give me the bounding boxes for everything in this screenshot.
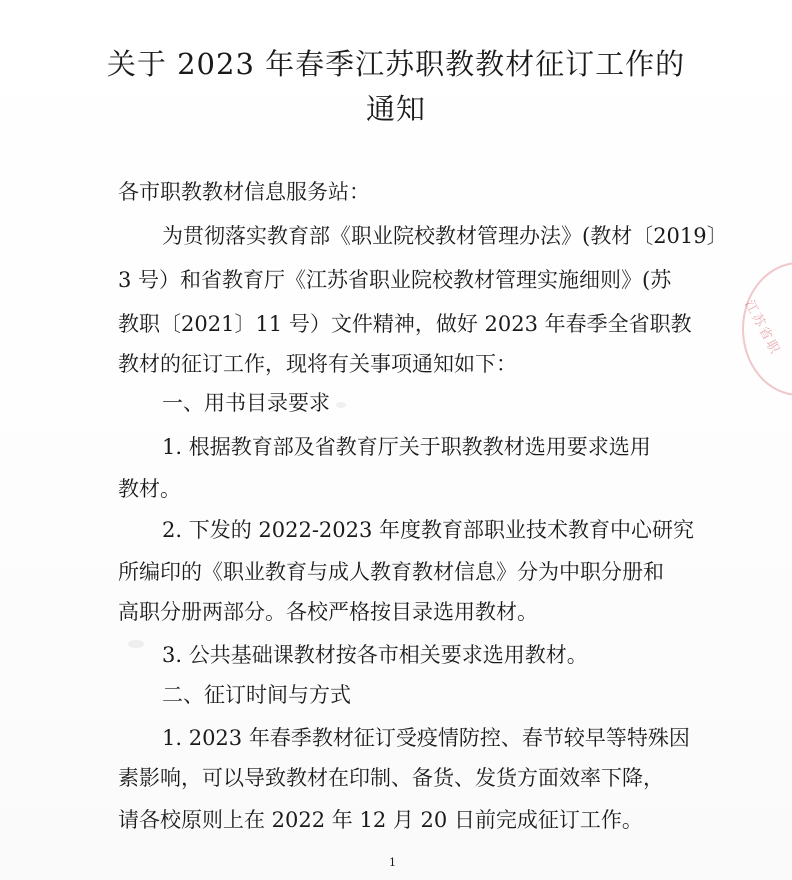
body-line: 素影响，可以导致教材在印制、备货、发货方面效率下降，	[118, 766, 664, 790]
scan-smudge	[336, 402, 346, 408]
body-line: 所编印的《职业教育与成人教育教材信息》分为中职分册和	[118, 560, 664, 584]
body-line: 教材的征订工作，现将有关事项通知如下：	[118, 352, 517, 376]
document-title-line-2: 通知	[365, 92, 426, 126]
body-line: 3. 公共基础课教材按各市相关要求选用教材。	[162, 643, 588, 667]
body-line: 为贯彻落实教育部《职业院校教材管理办法》(教材〔2019〕	[162, 224, 728, 248]
body-line: 高职分册两部分。各校严格按目录选用教材。	[118, 600, 538, 624]
body-line: 教职〔2021〕11 号）文件精神，做好 2023 年春季全省职教	[118, 312, 692, 336]
body-line: 1. 根据教育部及省教育厅关于职教教材选用要求选用	[162, 435, 651, 459]
document-title-line-1: 关于 2023 年春季江苏职教教材征订工作的	[106, 47, 686, 81]
body-line: 3 号）和省教育厅《江苏省职业院校教材管理实施细则》(苏	[118, 268, 672, 292]
scan-smudge	[128, 640, 144, 648]
body-line: 2. 下发的 2022-2023 年度教育部职业技术教育中心研究	[162, 518, 695, 542]
body-line: 教材。	[118, 477, 181, 501]
section-heading-2: 二、征订时间与方式	[162, 683, 351, 707]
body-line: 请各校原则上在 2022 年 12 月 20 日前完成征订工作。	[118, 808, 643, 832]
salutation: 各市职教教材信息服务站：	[118, 180, 370, 204]
official-seal-text: 江苏省职	[741, 297, 783, 358]
section-heading-1: 一、用书目录要求	[162, 391, 330, 415]
page-number: 1	[389, 856, 396, 869]
body-line: 1. 2023 年春季教材征订受疫情防控、春节较早等特殊因	[162, 726, 690, 750]
